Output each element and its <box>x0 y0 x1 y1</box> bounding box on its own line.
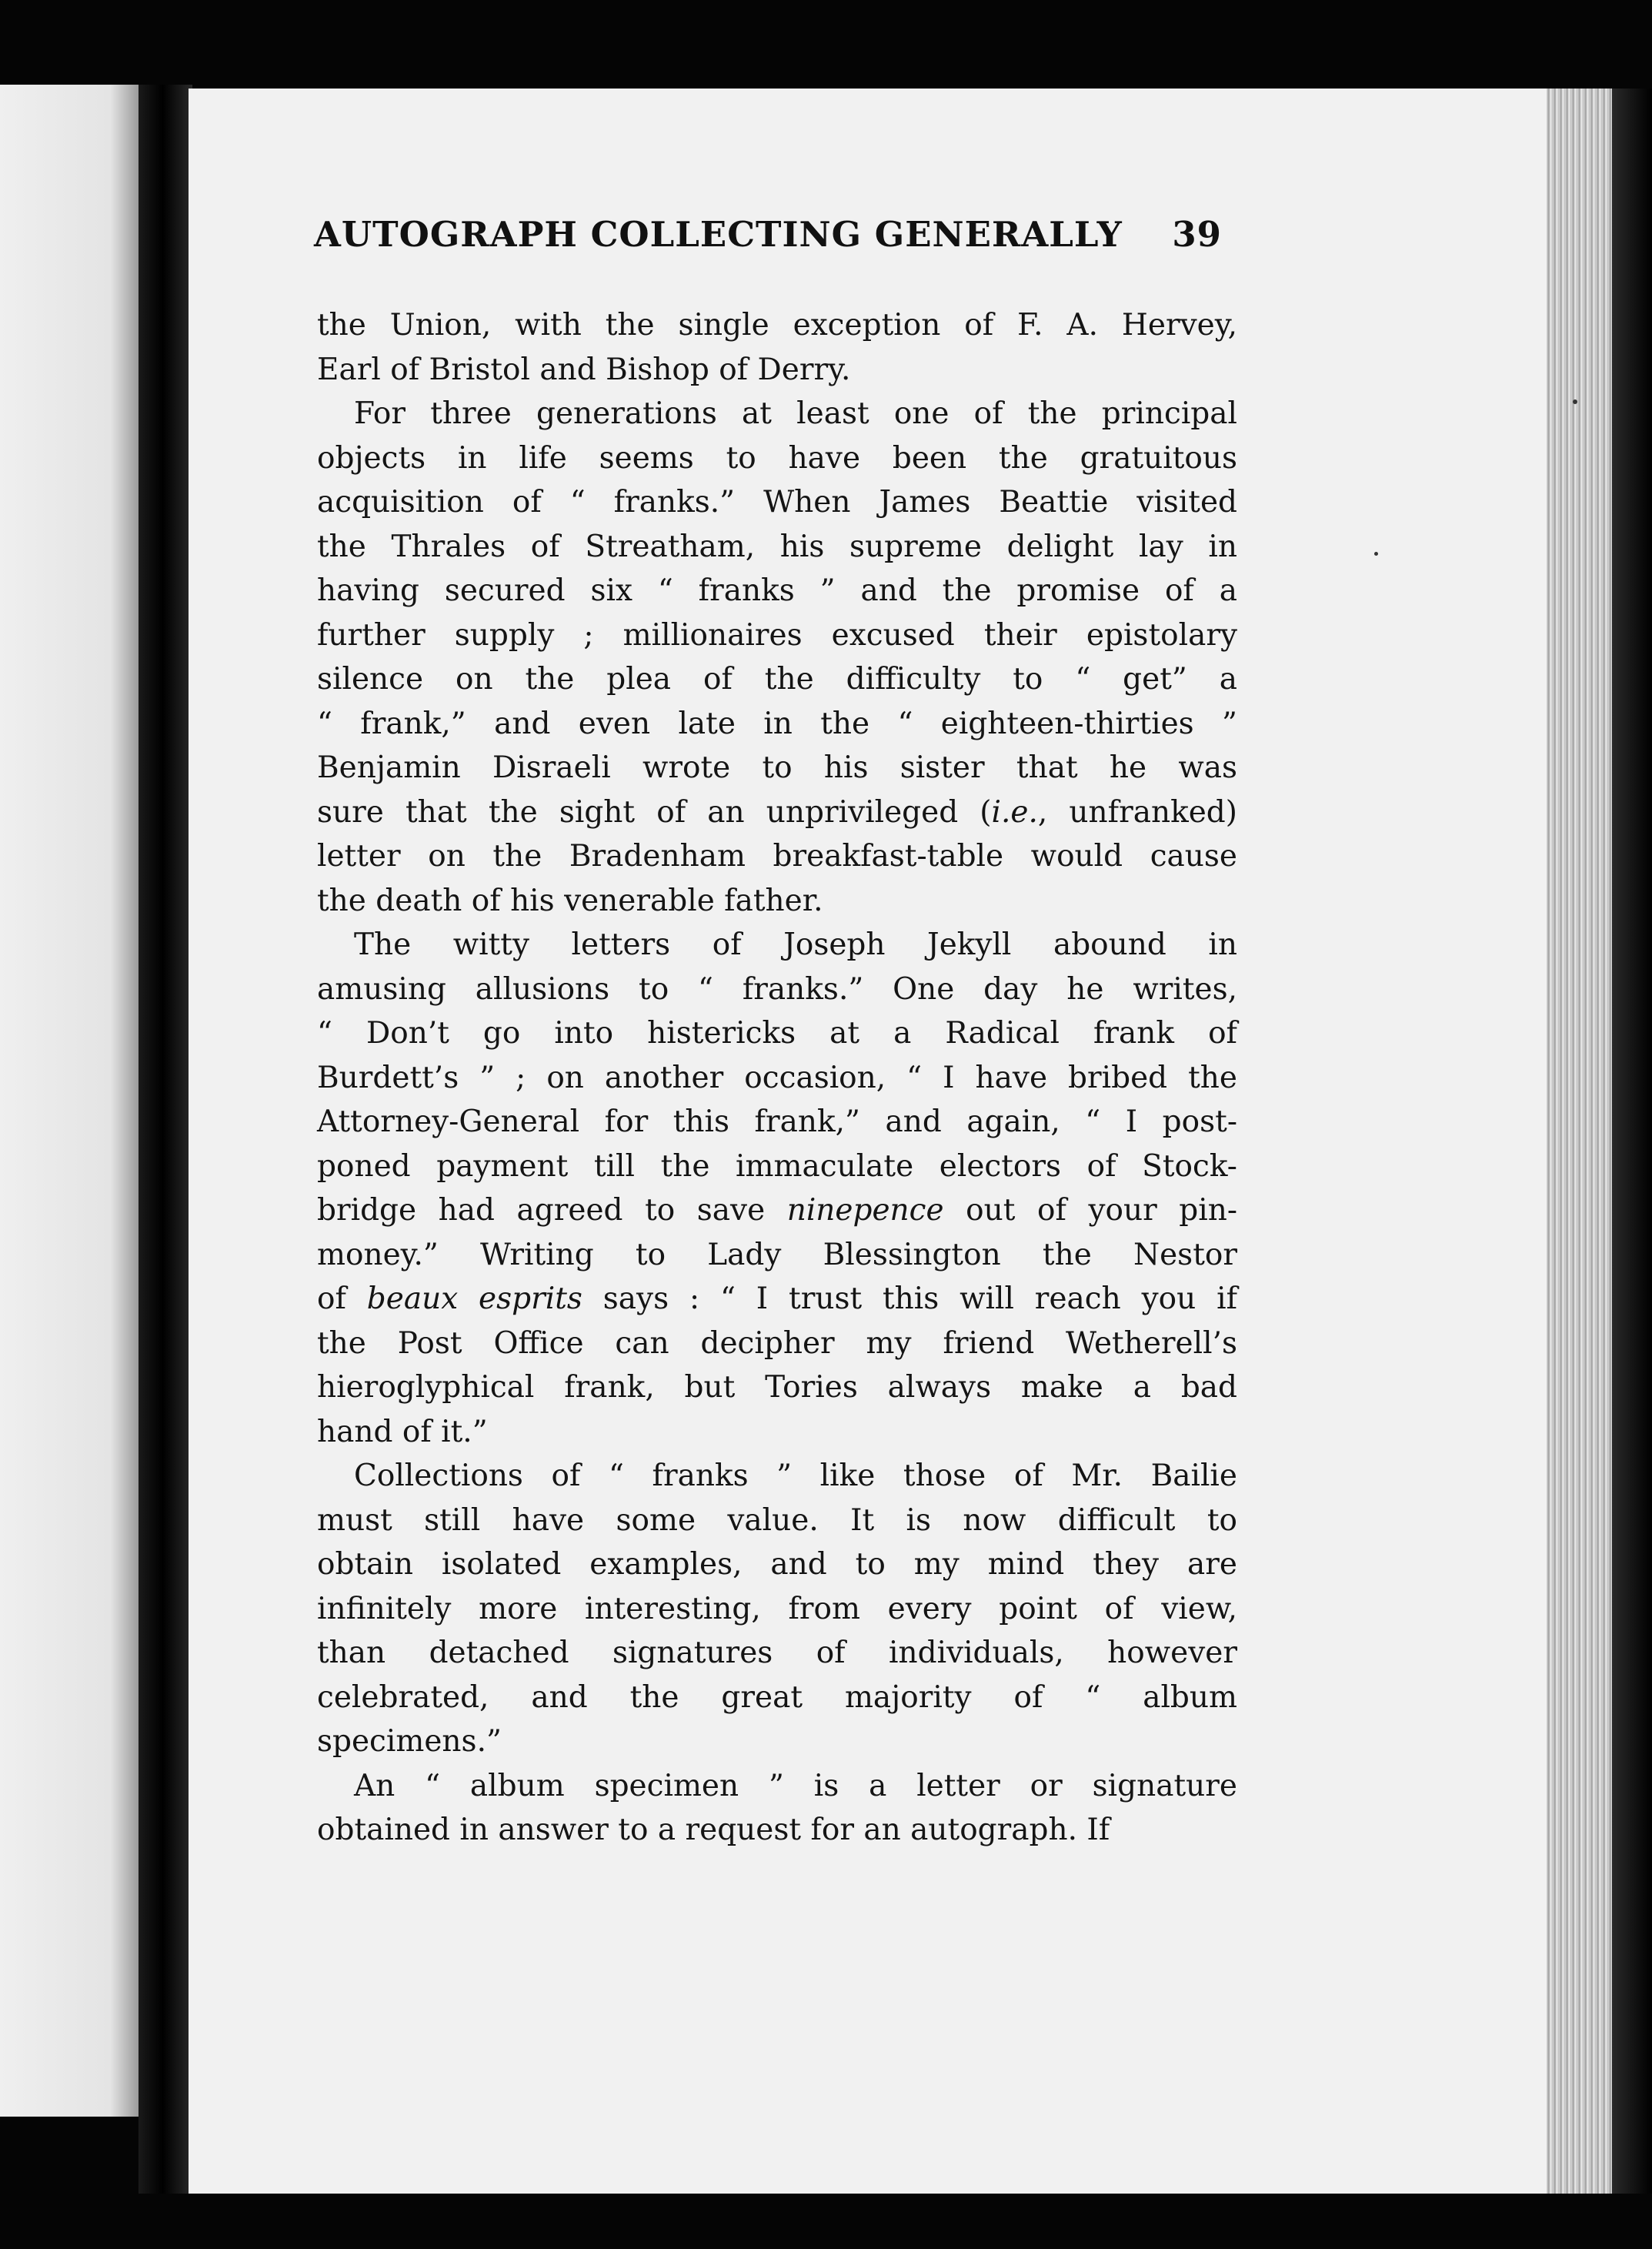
scan-speck <box>1573 399 1577 404</box>
text-line: Earl of Bristol and Bishop of Derry. <box>317 352 851 387</box>
paragraph <box>317 392 1237 923</box>
book-gutter <box>139 85 192 2194</box>
text-line: Burdett’s ” ; on another occasion, “ I have bribed the <box>317 1060 1237 1095</box>
text-line: of beaux esprits says : “ I trust this will reach you if <box>317 1282 1238 1316</box>
text-line: obtain isolated examples, and to my mind they are <box>317 1547 1237 1582</box>
body-text <box>317 303 1237 1853</box>
text-line: bridge had agreed to save ninepence out of your pin- <box>317 1193 1237 1228</box>
text-line: An “ album specimen ” is a letter or signature <box>354 1768 1237 1803</box>
text-line: than detached signatures of individuals, however <box>317 1636 1237 1670</box>
paragraph <box>317 923 1237 1454</box>
paragraph <box>317 303 1237 392</box>
text-line: The witty letters of Joseph Jekyll abound in <box>354 927 1237 962</box>
text-line: further supply ; millionaires excused their epistolary <box>317 617 1237 653</box>
text-line: having secured six “ franks ” and the promise of a <box>317 573 1237 608</box>
paragraph <box>317 1454 1237 1764</box>
text-line: the Thrales of Streatham, his supreme delight lay in <box>317 529 1237 564</box>
text-line: Collections of “ franks ” like those of Mr. Bailie <box>354 1459 1237 1493</box>
text-line: “ frank,” and even late in the “ eighteen-thirties ” <box>317 706 1237 741</box>
text-line: celebrated, and the great majority of “ album <box>317 1679 1237 1715</box>
text-line: must still have some value. It is now difficult to <box>317 1502 1237 1538</box>
facing-page-edge <box>0 85 158 2117</box>
text-line: poned payment till the immaculate electors of Stock- <box>317 1148 1237 1184</box>
paragraph <box>317 1764 1237 1853</box>
scan-speck <box>1374 552 1378 556</box>
text-line: silence on the plea of the difficulty to “ get” a <box>317 662 1237 697</box>
emphasis: i.e. <box>991 794 1038 830</box>
page-edge-shadow <box>1612 89 1652 2194</box>
text-line: For three generations at least one of the principal <box>354 396 1237 431</box>
text-line: amusing allusions to “ franks.” One day he writes, <box>317 971 1237 1007</box>
text-line: specimens.” <box>317 1724 502 1759</box>
emphasis: ninepence <box>786 1193 944 1228</box>
text-line: money.” Writing to Lady Blessington the Nestor <box>317 1237 1237 1272</box>
running-title: AUTOGRAPH COLLECTING GENERALLY <box>314 214 1123 255</box>
text-line: the Post Office can decipher my friend Wetherell’s <box>317 1325 1237 1361</box>
text-line: obtained in answer to a request for an autograph. If <box>317 1813 1110 1847</box>
text-line: the Union, with the single exception of F. A. Hervey, <box>317 308 1237 343</box>
text-line: infinitely more interesting, from every point of view, <box>317 1591 1237 1626</box>
text-line: hand of it.” <box>317 1414 488 1449</box>
text-line: letter on the Bradenham breakfast-table would cause <box>317 839 1237 874</box>
text-line: sure that the sight of an unprivileged (i.e., unfranked) <box>317 794 1237 830</box>
text-line: hieroglyphical frank, but Tories always make a bad <box>317 1370 1237 1405</box>
page-block-edges <box>1547 89 1616 2194</box>
text-line: the death of his venerable father. <box>317 883 823 918</box>
text-line: “ Don’t go into histericks at a Radical frank of <box>317 1016 1237 1051</box>
emphasis: beaux esprits <box>366 1282 582 1316</box>
page-number: 39 <box>1172 214 1222 255</box>
text-line: acquisition of “ franks.” When James Beattie visited <box>317 485 1237 520</box>
text-line: Attorney-General for this frank,” and again, “ I post- <box>317 1104 1237 1139</box>
text-line: Benjamin Disraeli wrote to his sister that he was <box>317 750 1237 785</box>
text-line: objects in life seems to have been the gratuitous <box>317 440 1237 476</box>
running-header <box>314 214 1222 268</box>
